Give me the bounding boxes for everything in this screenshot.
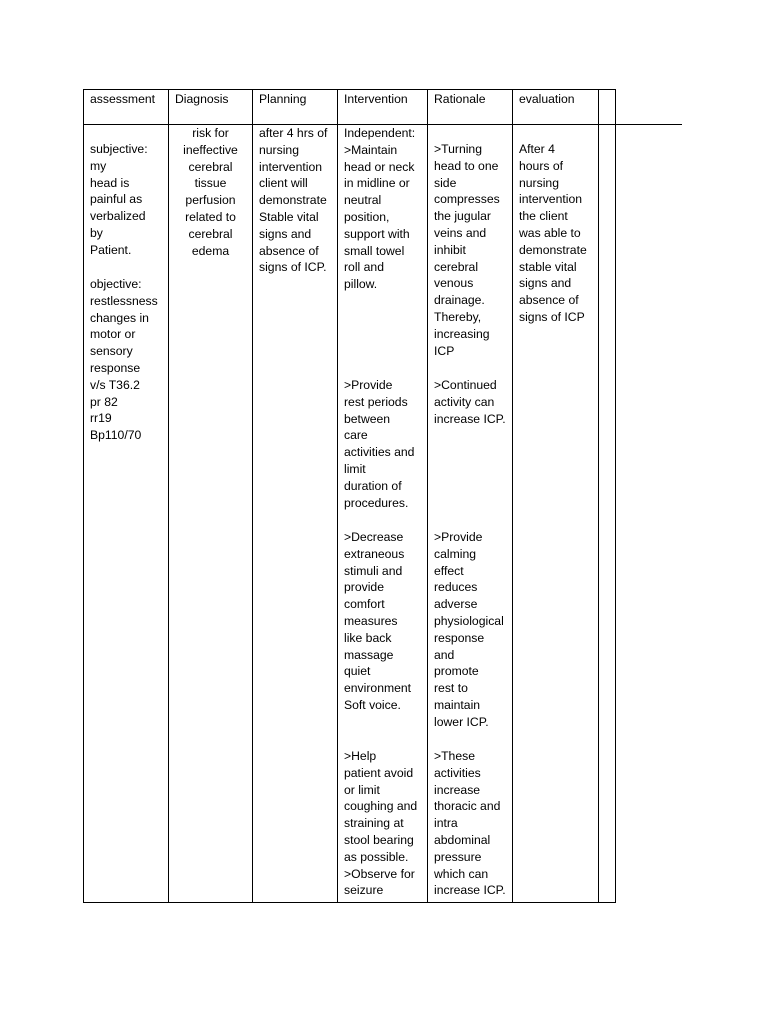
rationale-item: >Provide calming effect reduces adverse physiological response and promote rest to maintain lower ICP. xyxy=(434,530,504,729)
header-planning: Planning xyxy=(259,92,307,106)
planning-text: after 4 hrs of nursing intervention client will demonstrate Stable vital signs and absence of signs of ICP. xyxy=(259,126,328,275)
intervention-item: >Provide rest periods between care activities and limit duration of procedures. xyxy=(344,378,415,510)
intervention-item: >Decrease extraneous stimuli and provide comfort measures like back massage quiet environment Soft voice. xyxy=(344,530,412,712)
header-assessment: assessment xyxy=(90,92,156,106)
header-intervention: Intervention xyxy=(344,92,408,106)
column-divider xyxy=(337,89,338,903)
header-diagnosis: Diagnosis xyxy=(175,92,229,106)
column-divider xyxy=(598,89,599,903)
header-rationale: Rationale xyxy=(434,92,486,106)
evaluation-text: After 4 hours of nursing intervention the client was able to demonstrate stable vital signs and absence of signs of ICP xyxy=(519,142,587,324)
rationale-item: >These activities increase thoracic and intra abdominal pressure which can increase ICP. xyxy=(434,749,506,898)
intervention-item: Independent: >Maintain head or neck in midline or neutral position, support with small towel roll and pillow. xyxy=(344,126,416,292)
column-divider xyxy=(252,89,253,903)
intervention-item: >Help patient avoid or limit coughing and straining at stool bearing as possible. >Observe for seizure xyxy=(344,749,418,898)
diagnosis-text: risk for ineffective cerebral tissue perfusion related to cerebral edema xyxy=(183,126,238,258)
assessment-objective: objective: restlessness changes in motor or sensory response v/s T36.2 pr 82 rr19 Bp110/70 xyxy=(90,277,158,443)
assessment-subjective: subjective: my head is painful as verbalized by Patient. xyxy=(90,142,148,257)
table-bottom-border xyxy=(83,902,616,903)
table-top-border xyxy=(83,89,616,90)
column-divider xyxy=(83,89,84,903)
header-evaluation: evaluation xyxy=(519,92,575,106)
rationale-item: >Turning head to one side compresses the jugular veins and inhibit cerebral venous drainage. Thereby, increasing ICP xyxy=(434,142,500,358)
column-divider xyxy=(512,89,513,903)
rationale-item: >Continued activity can increase ICP. xyxy=(434,378,506,426)
column-divider xyxy=(427,89,428,903)
column-divider xyxy=(615,89,616,903)
